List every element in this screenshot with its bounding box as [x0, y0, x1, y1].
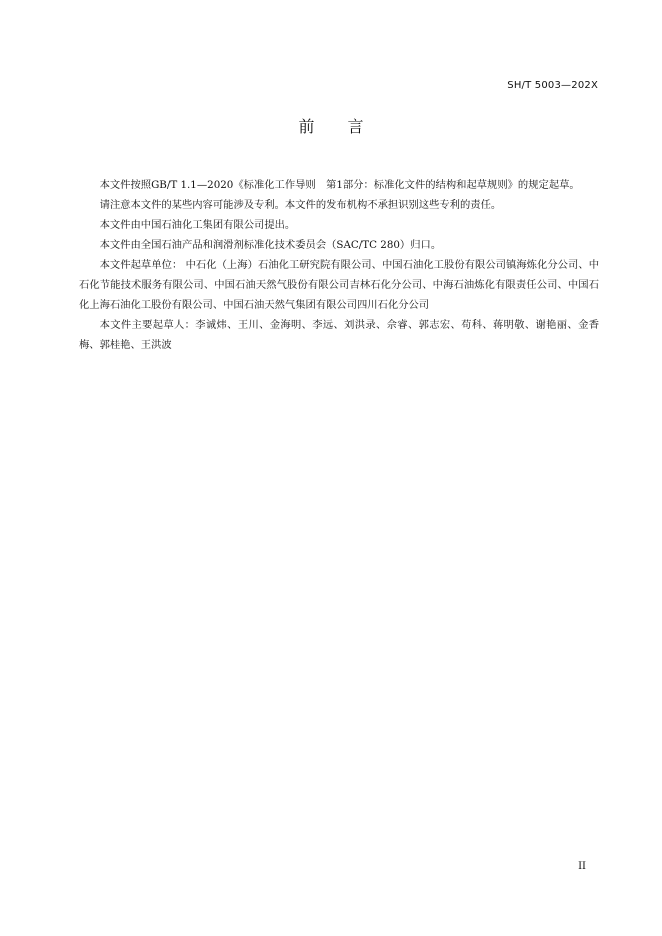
paragraph-patent-notice: 请注意本文件的某些内容可能涉及专利。本文件的发布机构不承担识别这些专利的责任。 [99, 199, 502, 211]
paragraph-drafting-units: 本文件起草单位： 中石化（上海）石油化工研究院有限公司、中国石油化工股份有限公司镇海炼化分公司、中石化节能技术服务有限公司、中国石油天然气股份有限公司吉林石化分公司、中海石油炼化有限责任公司、中国石化上海石油化工股份有限公司、中国石油天然气集团有限公司四川石化分公司 [79, 259, 599, 311]
paragraph-drafting-rules: 本文件按照GB/T 1.1—2020《标准化工作导则 第1部分：标准化文件的结构和起草规则》的规定起草。 [99, 179, 580, 191]
foreword-body [79, 175, 599, 355]
page-title: 前 言 [298, 117, 378, 136]
page-number: II [578, 861, 586, 872]
paragraph-proposer: 本文件由中国石油化工集团有限公司提出。 [99, 219, 296, 231]
paragraph-committee: 本文件由全国石油产品和润滑剂标准化技术委员会（SAC/TC 280）归口。 [99, 239, 442, 251]
document-code: SH/T 5003—202X [507, 80, 598, 91]
paragraph-drafters: 本文件主要起草人：李诚炜、王川、金海明、李远、刘洪录、佘睿、郭志宏、苟科、蒋明敬、谢艳丽、金香梅、郭桂艳、王洪波 [79, 319, 599, 351]
